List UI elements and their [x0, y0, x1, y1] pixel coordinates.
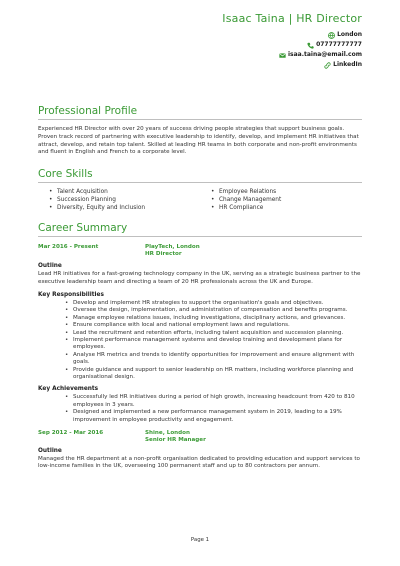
- globe-icon: [328, 32, 335, 39]
- responsibilities-list: [38, 300, 362, 381]
- job-company: PlayTech, London: [145, 244, 200, 250]
- page-number: Page 1: [190, 537, 210, 543]
- list-item: • Manage employee relations issues, including investigations, disciplinary actions, and grievances.: [38, 315, 362, 322]
- career-divider: [38, 236, 362, 237]
- list-item: • Lead the recruitment and retention efforts, including talent acquisition and succession planning.: [38, 330, 362, 337]
- career-section: [38, 222, 362, 471]
- job-entry: [38, 244, 362, 424]
- skill-item: • Diversity, Equity and Inclusion: [38, 204, 200, 212]
- job-entry: [38, 430, 362, 471]
- profile-divider: [38, 119, 362, 120]
- profile-section: [38, 105, 362, 157]
- list-item: • Ensure compliance with local and national employment laws and regulations.: [38, 322, 362, 329]
- list-item: • Designed and implemented a new performance management system in 2019, leading to a 19% improvement in employee productivity and engagement.: [38, 409, 362, 424]
- skill-item: • HR Compliance: [200, 204, 362, 212]
- list-item: • Oversee the design, implementation, and administration of compensation and benefits programs.: [38, 307, 362, 314]
- job-header: [38, 244, 362, 258]
- skill-item: • Change Management: [200, 196, 362, 204]
- skill-item: • Succession Planning: [38, 196, 200, 204]
- skill-item: • Employee Relations: [200, 188, 362, 196]
- outline-label: Outline: [38, 263, 62, 270]
- job-dates: Sep 2012 - Mar 2016: [38, 430, 104, 437]
- job-company: Shine, London: [145, 430, 190, 437]
- email-icon: [279, 52, 286, 59]
- job-dates: Mar 2016 - Present: [38, 244, 99, 250]
- phone-icon: [307, 42, 314, 49]
- career-heading: Career Summary: [38, 222, 128, 234]
- skills-heading: Core Skills: [38, 168, 93, 180]
- list-item: • Provide guidance and support to senior leadership on HR matters, including workforce planning and organisational design.: [38, 367, 362, 382]
- achievements-list: [38, 394, 362, 424]
- list-item: • Successfully led HR initiatives during a period of high growth, increasing headcount from 420 to 810 employees in 3 years.: [38, 394, 362, 409]
- contact-location: London: [222, 30, 362, 40]
- skills-column-right: [200, 188, 362, 212]
- skills-divider: [38, 182, 362, 183]
- contact-email[interactable]: isaa.taina@email.com: [222, 50, 362, 60]
- list-item: • Develop and implement HR strategies to support the organisation's goals and objectives.: [38, 300, 362, 307]
- job-role: Senior HR Manager: [145, 437, 206, 444]
- outline-label: Outline: [38, 447, 62, 454]
- job-outline: Managed the HR department at a non-profit organisation dedicated to providing education and support services to low-income families in the UK, overseeing 100 permanent staff and up to 80 contractors per annum.: [38, 455, 360, 470]
- contact-phone[interactable]: 07777777777: [222, 40, 362, 50]
- candidate-name: Isaac Taina | HR Director: [222, 12, 362, 25]
- skills-section: [38, 168, 362, 212]
- job-header: [38, 430, 362, 444]
- skill-item: • Talent Acquisition: [38, 188, 200, 196]
- list-item: • Implement performance management systems and develop training and development plans for employees.: [38, 337, 362, 352]
- list-item: • Analyse HR metrics and trends to identify opportunities for improvement and ensure alignment with goals.: [38, 352, 362, 367]
- profile-heading: Professional Profile: [38, 105, 138, 117]
- job-outline: Lead HR initiatives for a fast-growing technology company in the UK, serving as a strategic business partner to the executive leadership team and directing a team of 20 HR professionals across the UK and Europe.: [38, 271, 361, 286]
- profile-text: Experienced HR Director with over 20 years of success driving people strategies that support business goals. Proven track record of partnering with executive leadership to identify, develop, and implement HR initiatives that attract, develop, and retain top talent. Skilled at leading HR teams in both corporate and non-profit environments and fluent in English and French to a corporate level.: [38, 126, 359, 156]
- header: [222, 12, 362, 70]
- contact-linkedin[interactable]: LinkedIn: [222, 60, 362, 70]
- skills-list: [38, 188, 362, 212]
- achievements-label: Key Achievements: [38, 386, 99, 393]
- job-role: HR Director: [145, 251, 182, 258]
- responsibilities-label: Key Responsibilities: [38, 292, 104, 298]
- linkedin-icon: [324, 62, 331, 69]
- skills-column-left: [38, 188, 200, 212]
